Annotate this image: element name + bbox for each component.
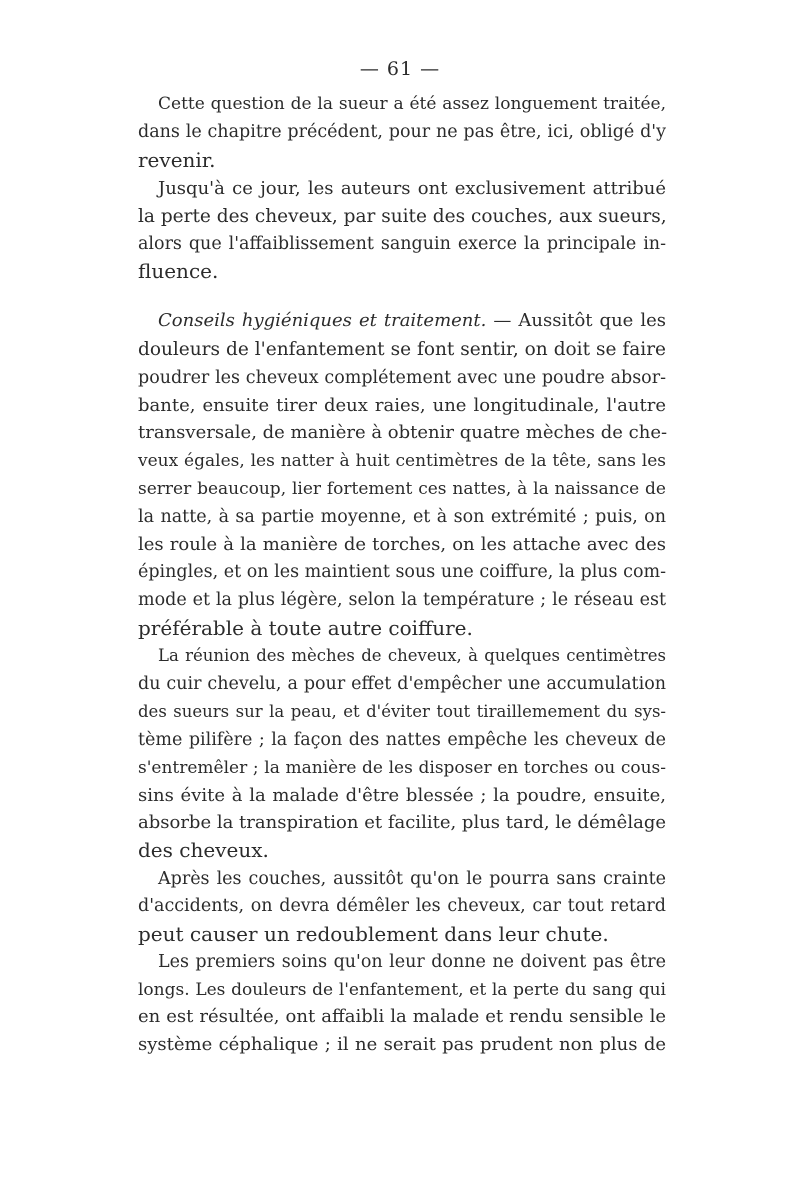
text-line: bante, ensuite tirer deux raies, une longitudinale, l'autre [138, 395, 666, 416]
text-line: préférable à toute autre coiffure. [138, 616, 473, 640]
text-line: poudrer les cheveux complétement avec une poudre absor- [138, 368, 666, 388]
text-line: tème pilifère ; la façon des nattes empêche les cheveux de [138, 730, 666, 750]
text-line: des cheveux. [138, 838, 269, 862]
text-line: longs. Les douleurs de l'enfantement, et la perte du sang qui [138, 980, 666, 1000]
text-line: des sueurs sur la peau, et d'éviter tout tiraillemement du sys- [138, 702, 666, 721]
text-line: La réunion des mèches de cheveux, à quelques centimètres [158, 646, 666, 665]
text-line: absorbe la transpiration et facilite, plus tard, le démêlage [138, 812, 666, 833]
text-line: mode et la plus légère, selon la température ; le réseau est [138, 590, 666, 610]
text-line: Après les couches, aussitôt qu'on le pourra sans crainte [158, 869, 666, 889]
text-line: du cuir chevelu, a pour effet d'empêcher une accumulation [138, 674, 666, 694]
text-line: transversale, de manière à obtenir quatre mèches de che- [138, 422, 668, 443]
text-line: d'accidents, on devra démêler les cheveux, car tout retard [138, 896, 666, 916]
text-line: serrer beaucoup, lier fortement ces nattes, à la naissance de [138, 479, 666, 499]
text-line: Jusqu'à ce jour, les auteurs ont exclusivement attribué [158, 178, 666, 199]
text-line: en est résultée, ont affaibli la malade et rendu sensible le [138, 1006, 666, 1027]
text-line: dans le chapitre précédent, pour ne pas être, ici, obligé d'y [138, 122, 666, 142]
text-line: peut causer un redoublement dans leur chute. [138, 922, 609, 946]
section-heading-rest: — Aussitôt que les [486, 310, 666, 331]
text-line: revenir. [138, 148, 216, 172]
section-heading-line [158, 307, 666, 335]
text-line: douleurs de l'enfantement se font sentir, on doit se faire [138, 339, 666, 360]
text-line: épingles, et on les maintient sous une coiffure, la plus com- [138, 562, 666, 582]
text-line: veux égales, les natter à huit centimètres de la tête, sans les [138, 451, 666, 471]
page-number: — 61 — [359, 58, 441, 80]
text-line: Cette question de la sueur a été assez longuement traitée, [158, 94, 666, 114]
text-line: Les premiers soins qu'on leur donne ne doivent pas être [158, 952, 666, 972]
text-line: alors que l'affaiblissement sanguin exerce la principale in- [138, 234, 666, 254]
text-line: fluence. [138, 259, 219, 283]
text-line: la natte, à sa partie moyenne, et à son extrémité ; puis, on [138, 507, 666, 527]
text-line: les roule à la manière de torches, on les attache avec des [138, 534, 666, 555]
section-heading: Conseils hygiéniques et traitement. [158, 310, 487, 331]
text-line: système céphalique ; il ne serait pas prudent non plus de [138, 1034, 666, 1055]
text-line: s'entremêler ; la manière de les disposer en torches ou cous- [138, 758, 666, 778]
text-line: la perte des cheveux, par suite des couches, aux sueurs, [138, 206, 667, 227]
text-line: sins évite à la malade d'être blessée ; la poudre, ensuite, [138, 785, 666, 806]
